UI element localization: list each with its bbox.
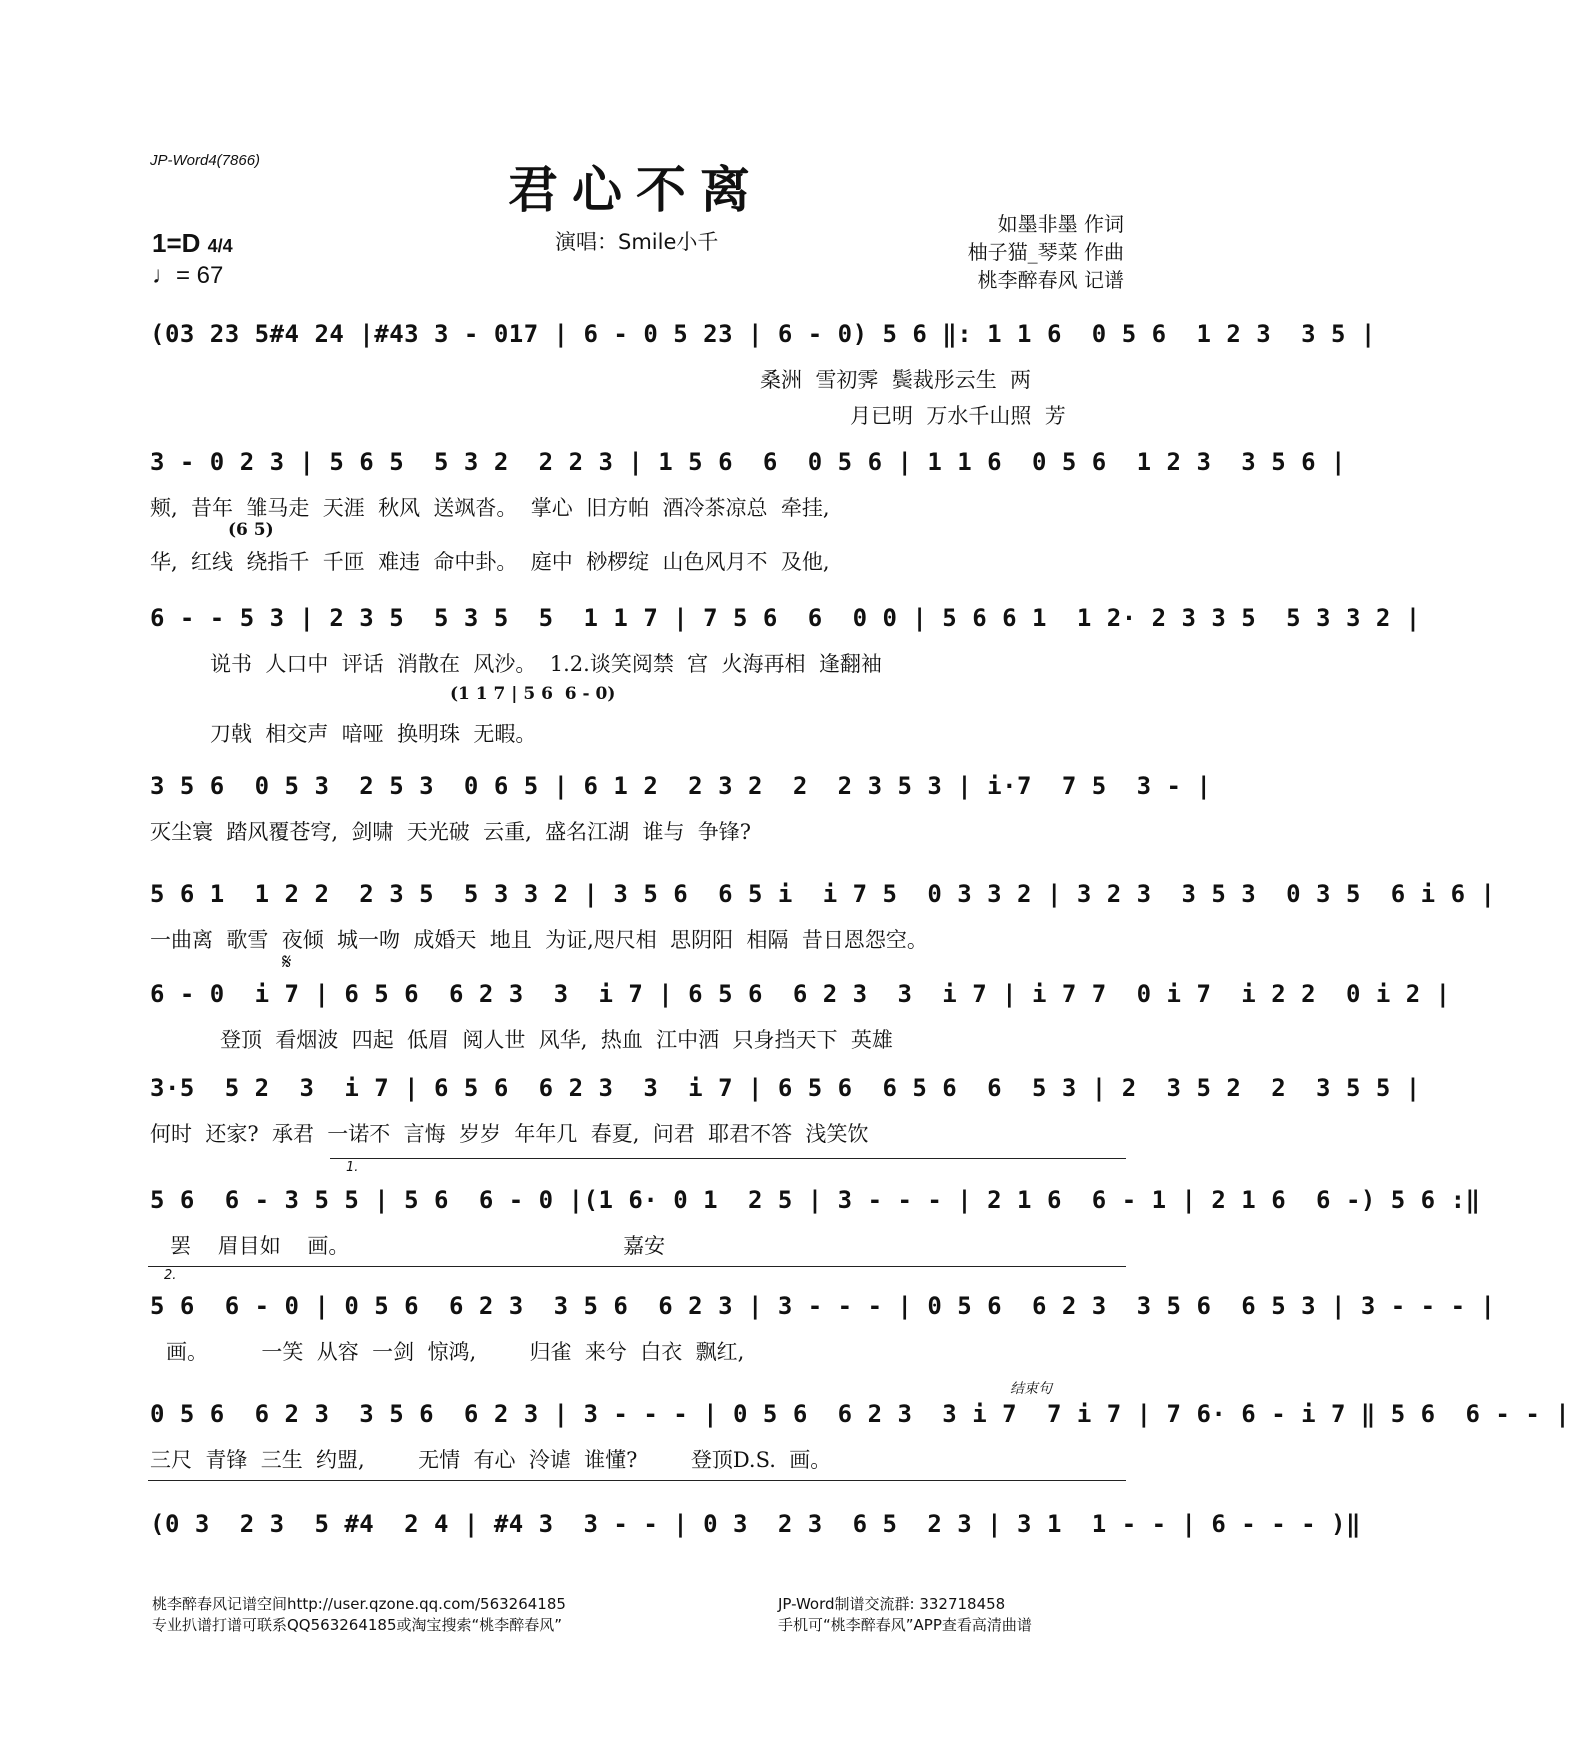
- lyric-verse-1: 说书 人口中 评话 消散在 风沙。 1.2.谈笑阅禁 宫 火海再相 逢翻袖: [210, 652, 882, 676]
- key-signature: [152, 228, 233, 259]
- notes-line: 5 6 6 - 0 | 0 5 6 6 2 3 3 5 6 6 2 3 | 3 - - - | 0 5 6 6 2 3 3 5 6 6 5 3 | 3 - - - |: [150, 1292, 1496, 1320]
- footer-right-line-1: JP-Word制谱交流群: 332718458: [778, 1595, 1006, 1613]
- credits-block: [968, 210, 1124, 294]
- lyric-line: 灭尘寰 踏风覆苍穹, 剑啸 天光破 云重, 盛名江湖 谁与 争锋?: [150, 820, 752, 844]
- lyric-variant-notes: (6 5): [228, 520, 274, 540]
- volta-1-bracket: [330, 1158, 1126, 1159]
- volta-2-bracket: [148, 1266, 1126, 1267]
- lyric-verse-2: 华, 红线 绕指千 千匝 难违 命中卦。 庭中 桫椤绽 山色风月不 及他,: [150, 550, 830, 574]
- lyric-line: 一曲离 歌雪 夜倾 城一吻 成婚天 地且 为证,咫尺相 思阴阳 相隔 昔日恩怨空。: [150, 928, 928, 952]
- lyric-verse-2: 刀戟 相交声 喑哑 换明珠 无暇。: [210, 722, 537, 746]
- notes-line: 0 5 6 6 2 3 3 5 6 6 2 3 | 3 - - - | 0 5 6 6 2 3 3 i 7 7 i 7 | 7 6· 6 - i 7 ‖ 5 6 6 - - |: [150, 1400, 1570, 1428]
- lyricist-credit: 如墨非墨 作词: [997, 212, 1124, 236]
- composer-credit: 柚子猫_琴菜 作曲: [967, 240, 1124, 264]
- final-bracket: [148, 1480, 1126, 1481]
- lyric-line: 三尺 青锋 三生 约盟, 无情 有心 泠谑 谁懂? 登顶D.S. 画。: [150, 1448, 832, 1472]
- lyric-verse-1: 桑洲 雪初霁 鬓裁彤云生 两: [760, 368, 1032, 392]
- volta-2-label: 2.: [164, 1268, 177, 1283]
- footer-right-line-2: 手机可“桃李醉春风”APP查看高清曲谱: [778, 1616, 1032, 1634]
- key-label: 1=D: [152, 228, 201, 258]
- lyric-line: 罢 眉目如 画。 嘉安: [170, 1234, 666, 1258]
- lyric-verse-1: 颊, 昔年 雏马走 天涯 秋风 送飒沓。 掌心 旧方帕 酒冷茶凉总 牵挂,: [150, 496, 830, 520]
- notes-line: (03 23 5#4 24 |#43 3 - 017 | 6 - 0 5 23 | 6 - 0) 5 6 ‖: 1 1 6 0 5 6 1 2 3 3 5 |: [150, 320, 1376, 348]
- lyric-line: 何时 还家? 承君 一诺不 言悔 岁岁 年年几 春夏, 问君 耶君不答 浅笑饮: [150, 1122, 869, 1146]
- notes-line: 5 6 6 - 3 5 5 | 5 6 6 - 0 |(1 6· 0 1 2 5 | 3 - - - | 2 1 6 6 - 1 | 2 1 6 6 -) 5 6 :‖: [150, 1186, 1481, 1214]
- footer-left-line-1: 桃李醉春风记谱空间http://user.qzone.qq.com/563264185: [152, 1595, 566, 1613]
- singer-label: 演唱：Smile小千: [555, 230, 719, 254]
- lyric-line: 画。 一笑 从容 一剑 惊鸿, 归雀 来兮 白衣 飘红,: [166, 1340, 745, 1364]
- transcriber-credit: 桃李醉春风 记谱: [977, 268, 1124, 292]
- lyric-line: 登顶 看烟波 四起 低眉 阅人世 风华, 热血 江中洒 只身挡天下 英雄: [220, 1028, 893, 1052]
- notes-line: 3 5 6 0 5 3 2 5 3 0 6 5 | 6 1 2 2 3 2 2 2 3 5 3 | i·7 7 5 3 - |: [150, 772, 1212, 800]
- footer-left: [152, 1594, 566, 1636]
- notes-line: (0 3 2 3 5 #4 2 4 | #4 3 3 - - | 0 3 2 3 6 5 2 3 | 3 1 1 - - | 6 - - - )‖: [150, 1510, 1361, 1538]
- footer-right: [778, 1594, 1032, 1636]
- notes-line: 3·5 5 2 3 i 7 | 6 5 6 6 2 3 3 i 7 | 6 5 6 6 5 6 6 5 3 | 2 3 5 2 2 3 5 5 |: [150, 1074, 1421, 1102]
- notes-line: 3 - 0 2 3 | 5 6 5 5 3 2 2 2 3 | 1 5 6 6 0 5 6 | 1 1 6 0 5 6 1 2 3 3 5 6 |: [150, 448, 1346, 476]
- segno-mark: 𝄋: [282, 950, 292, 975]
- tempo-marking: ♩= 67: [152, 262, 224, 289]
- time-signature: 4/4: [207, 236, 233, 256]
- lyric-verse-2: 月已明 万水千山照 芳: [850, 404, 1066, 428]
- volta-1-label: 1.: [346, 1160, 359, 1175]
- software-label: JP-Word4(7866): [150, 152, 261, 169]
- notes-line: 6 - - 5 3 | 2 3 5 5 3 5 5 1 1 7 | 7 5 6 6 0 0 | 5 6 6 1 1 2· 2 3 3 5 5 3 3 2 |: [150, 604, 1421, 632]
- ending-label: 结束句: [1010, 1381, 1052, 1397]
- footer-left-line-2: 专业扒谱打谱可联系QQ563264185或淘宝搜索“桃李醉春风”: [152, 1616, 563, 1634]
- notes-line: 5 6 1 1 2 2 2 3 5 5 3 3 2 | 3 5 6 6 5 i i 7 5 0 3 3 2 | 3 2 3 3 5 3 0 3 5 6 i 6 |: [150, 880, 1496, 908]
- lyric-variant-notes: (1 1 7 | 5 6 6 - 0): [450, 684, 616, 704]
- song-title: 君心不离: [508, 160, 764, 219]
- notes-line: 6 - 0 i 7 | 6 5 6 6 2 3 3 i 7 | 6 5 6 6 2 3 3 i 7 | i 7 7 0 i 7 i 2 2 0 i 2 |: [150, 980, 1451, 1008]
